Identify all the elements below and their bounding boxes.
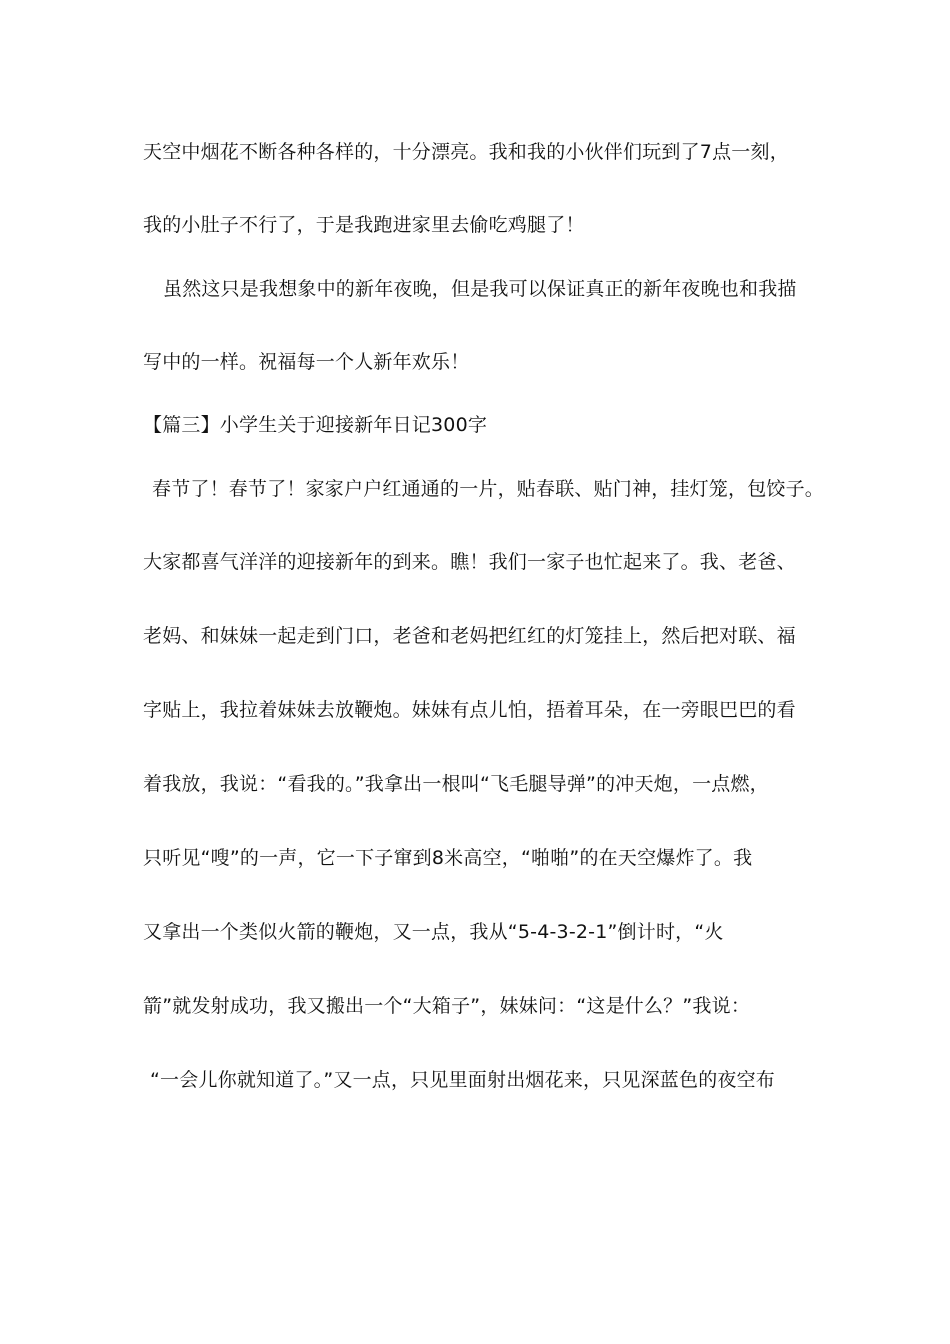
text-line-11: 只听见“嗖”的一声，它一下子窜到8米高空，“啪啪”的在天空爆炸了。我 [143, 847, 753, 869]
text-line-7: 大家都喜气洋洋的迎接新年的到来。瞧！我们一家子也忙起来了。我、老爸、 [143, 551, 796, 573]
text-line-4: 写中的一样。祝福每一个人新年欢乐！ [143, 351, 470, 373]
text-line-1: 天空中烟花不断各种各样的，十分漂亮。我和我的小伙伴们玩到了7点一刻， [143, 141, 789, 163]
text-line-10: 着我放，我说：“看我的。”我拿出一根叫“飞毛腿导弹”的冲天炮，一点燃， [143, 773, 769, 795]
text-line-14: “一会儿你就知道了。”又一点，只见里面射出烟花来，只见深蓝色的夜空布 [150, 1069, 775, 1091]
text-line-3: 虽然这只是我想象中的新年夜晚，但是我可以保证真正的新年夜晚也和我描 [163, 278, 797, 300]
section-heading: 【篇三】小学生关于迎接新年日记300字 [143, 414, 488, 436]
text-line-13: 箭”就发射成功，我又搬出一个“大箱子”，妹妹问：“这是什么？”我说： [143, 995, 751, 1017]
text-line-9: 字贴上，我拉着妹妹去放鞭炮。妹妹有点儿怕，捂着耳朵，在一旁眼巴巴的看 [143, 699, 796, 721]
text-line-12: 又拿出一个类似火箭的鞭炮，又一点，我从“5-4-3-2-1”倒计时，“火 [143, 921, 724, 943]
text-line-8: 老妈、和妹妹一起走到门口，老爸和老妈把红红的灯笼挂上，然后把对联、福 [143, 625, 796, 647]
text-line-6: 春节了！春节了！家家户户红通通的一片，贴春联、贴门神，挂灯笼，包饺子。 [152, 478, 825, 500]
text-line-2: 我的小肚子不行了，于是我跑进家里去偷吃鸡腿了！ [143, 214, 585, 236]
